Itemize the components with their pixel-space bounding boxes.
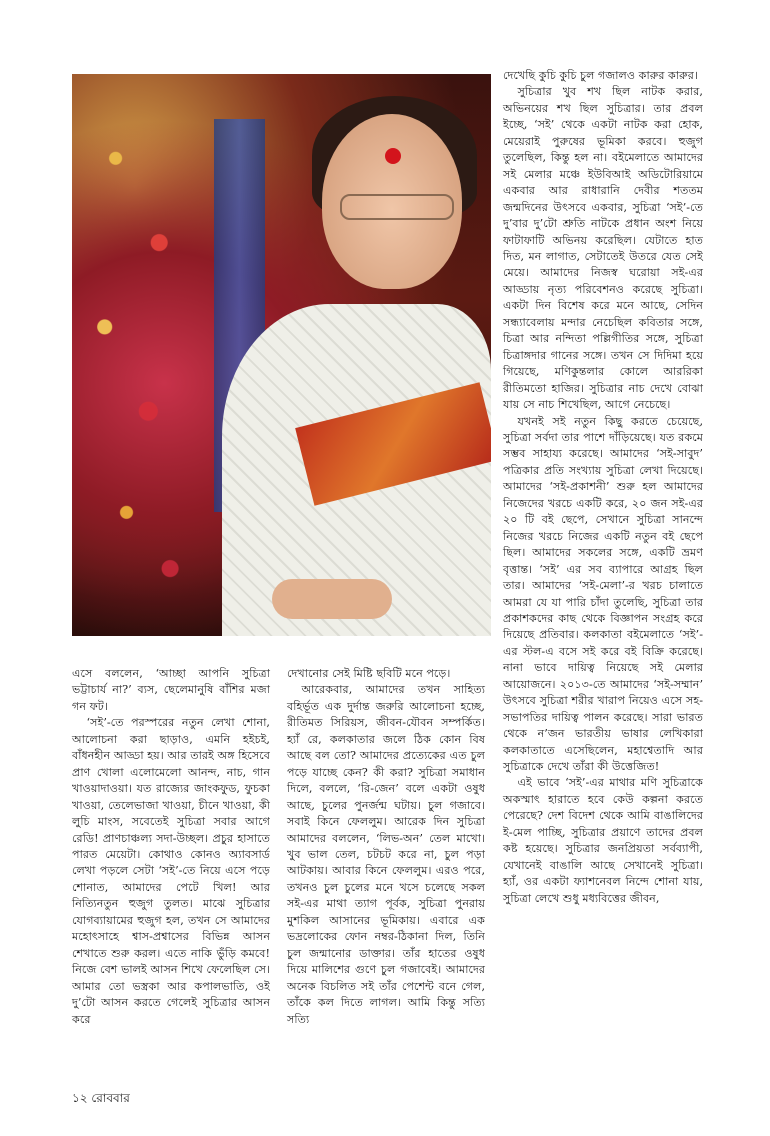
text-column-3 (503, 68, 703, 907)
paragraph: ‘সই’-তে পরস্পরের নতুন লেখা শোনা, আলোচনা করা ছাড়াও, এমনি হইচই, বাঁধনহীন আড্ডা হয়। আর তারই অঙ্গ হিসেবে প্রাণ খোলা এলোমেলো আনন্দ, নাচ, গান খাওয়াদাওয়া। যত রাজ্যের জাংকফুড, ফুচকা খাওয়া, তেলেভাজা খাওয়া, চীনে খাওয়া, কী লুচি মাংস, সবেতেই সুচিত্রা সবার আগে রেডি! প্রাণচাঞ্চল্য সদা-উচ্ছল। প্রচুর হাসাতে পারত মেয়েটা। কোথাও কোনও অ্যাবসার্ড লেখা পড়লে সেটা ‘সই’-তে নিয়ে এসে পড়ে শোনাত, আমাদের পেটে খিল! আর নিত্যিনতুন হুজুগ তুলত। মাঝে সুচিত্রার যোগব্যায়ামের হুজুগ হল, তখন সে আমাদের মহোৎসাহে শ্বাস-প্রশ্বাসের বিভিন্ন আসন শেখাতে শুরু করল। এতে নাকি ভুঁড়ি কমবে! নিজে বেশ ভালই আসন শিখে ফেলেছিল সে। আমার তো ভস্ত্রকা আর কপালভাতি, ওই দু’টো আসন করতে গেলেই সুচিত্রার আসন করে (72, 716, 270, 1026)
text-column-2 (287, 666, 485, 1028)
publication-name: রোববার (91, 1091, 130, 1105)
paragraph: এই ভাবে ‘সই’-এর মাথার মণি সুচিত্রাকে অকস্মাৎ হারাতে হবে কেউ কল্পনা করতে পেরেছে? দেশ বিদেশ থেকে আমি বাঙালিদের ই-মেল পাচ্ছি, সুচিত্রার প্রয়াণে তাদের প্রবল কষ্ট হয়েছে। সুচিত্রার জনপ্রিয়তা সর্বব্যাপী, যেখানেই বাঙালি আছে সেখানেই সুচিত্রা। হ্যাঁ, ওর একটা ফ্যাশনেবল নিন্দে শোনা যায়, সুচিত্রা লেখে শুধু মধ্যবিত্তের জীবন, (503, 776, 703, 905)
paragraph: সুচিত্রার খুব শখ ছিল নাটক করার, অভিনয়ের শখ ছিল সুচিত্রার। তার প্রবল ইচ্ছে, ‘সই’ থেকে একটা নাটক করা হোক, মেয়েরাই পুরুষের ভূমিকা করবে। হুজুগ তুলেছিল, কিন্তু হল না। বইমেলাতে আমাদের সই মেলার মঞ্চে ইউবিআই অডিটোরিয়ামে একবার আর রাধারানি দেবীর শততম জন্মদিনের উৎসবে একবার, সুচিত্রা ‘সই’-তে দু’বার দু’টো শ্রুতি নাটকে প্রধান অংশ নিয়ে ফাটাফাটি অভিনয় করেছিল। যেটাতে হাত দিত, মন লাগাত, সেটাতেই উতরে যেত সেই মেয়ে। আমাদের নিজস্ব ঘরোয়া সই-এর আড্ডায় নৃত্য পরিবেশনও করেছে সুচিত্রা। একটা দিন বিশেষ করে মনে আছে, সেদিন সন্ধ্যাবেলায় মন্দার নেচেছিল কবিতার সঙ্গে, চিত্রা আর নন্দিতা পল্লিগীতির সঙ্গে, সুচিত্রা চিত্রাঙ্গদার গানের সঙ্গে। তখন সে দিদিমা হয়ে গিয়েছে, মণিকুন্তলার কোলে আররিকা রীতিমতো হাজির। সুচিত্রার নাচ দেখে বোঝা যায় সে নাচ শিখেছিল, আগে নেচেছে। (503, 85, 703, 412)
paragraph: যখনই সই নতুন কিছু করতে চেয়েছে, সুচিত্রা সর্বদা তার পাশে দাঁড়িয়েছে। যত রকমে সম্ভব সাহায্য করেছে। আমাদের ‘সই-সাবুদ’ পত্রিকার প্রতি সংখ্যায় সুচিত্রা লেখা দিয়েছে। আমাদের ‘সই-প্রকাশনী’ শুরু হল আমাদের নিজেদের খরচে একটি করে, ২০ জন সই-এর ২০ টি বই ছেপে, সেখানে সুচিত্রা সানন্দে নিজের খরচে নিজের একটি নতুন বই ছেপে ছিল। আমাদের সকলের সঙ্গে, একটি ভ্রমণ বৃত্তান্ত। ‘সই’ এর সব ব্যাপারে আগ্রহ ছিল তার। আমাদের ‘সই-মেলা’-র খরচ চালাতে আমরা যে যা পারি চাঁদা তুলেছি, সুচিত্রা তার প্রকাশকদের কাছ থেকে বিজ্ঞাপন সংগ্রহ করে দিয়েছে প্রতিবার। কলকাতা বইমেলাতে ‘সই’-এর স্টল-এ বসে সই করে বই বিক্রি করেছে। নানা ভাবে দায়িত্ব নিয়েছে সই মেলার আয়োজনে। ২০১৩-তে আমাদের ‘সই-সম্মান’ উৎসবে সুচিত্রা শরীর খারাপ নিয়েও এসে সহ-সভাপতির দায়িত্ব পালন করেছে। সারা ভারত থেকে ন’জন ভারতীয় ভাষার লেখিকারা কলকাতাতে এসেছিলেন, মহাশ্বেতাদি আর সুচিত্রাকে দেখে তাঁরা কী উত্তেজিত! (503, 414, 703, 774)
text-column-1 (72, 666, 270, 1028)
paragraph: এসে বললেন, ‘আচ্ছা আপনি সুচিত্রা ভট্টাচার্য না?’ ব্যস, ছেলেমানুষি বাঁশির মজা গন ফট। (72, 667, 270, 713)
paragraph: দেখানোর সেই মিষ্টি ছবিটি মনে পড়ে। (287, 667, 451, 680)
paragraph: আরেকবার, আমাদের তখন সাহিত্য বহির্ভূত এক দুর্দান্ত জরুরি আলোচনা হচ্ছে, রীতিমত সিরিয়স, জীবন-যৌবন সম্পর্কিত। হ্যাঁ রে, কলকাতার জলে ঠিক কোন বিষ আছে বল তো? আমাদের প্রত্যেকের এত চুল পড়ে যাচ্ছে কেন? কী করা? সুচিত্রা সমাধান দিলে, বললে, ‘রি-জেন’ বলে একটা ওষুধ আছে, চুলের পুনর্জন্ম ঘটায়। চুল গজাবে। সবাই কিনে ফেললুম। আরেক দিন সুচিত্রা আমাদের বললেন, ‘লিভ-অন’ তেল মাখো। খুব ভাল তেল, চটচট করে না, চুল পড়া আটকায়। আবার কিনে ফেললুম। এরও পরে, তখনও চুল চুলের মনে খসে চলেছে সকল সই-এর মাথা ত্যাগ পূর্বক, সুচিত্রা পুনরায় মুশকিল আসানের ভূমিকায়। এবারে এক ভদ্রলোকের ফোন নম্বর-ঠিকানা দিল, তিনি চুল জন্মানোর ডাক্তার। তাঁর হাতের ওষুধ দিয়ে মালিশের গুণে চুল গজাবেই। আমাদের অনেক বিচলিত সই তাঁর পেশেন্ট বনে গেল, তাঁকে কল দিতে লাগল। আমি কিন্তু সত্যি সত্যি (287, 683, 485, 1026)
glasses (340, 194, 454, 220)
paragraph: দেখেছি কুচি কুচি চুল গজালও কারুর কারুর। (503, 69, 698, 82)
hands-shape (272, 579, 392, 619)
portrait-photo (72, 74, 491, 636)
page-footer (72, 1090, 130, 1110)
bindi (385, 148, 401, 164)
page-number: ১২ (72, 1091, 88, 1105)
